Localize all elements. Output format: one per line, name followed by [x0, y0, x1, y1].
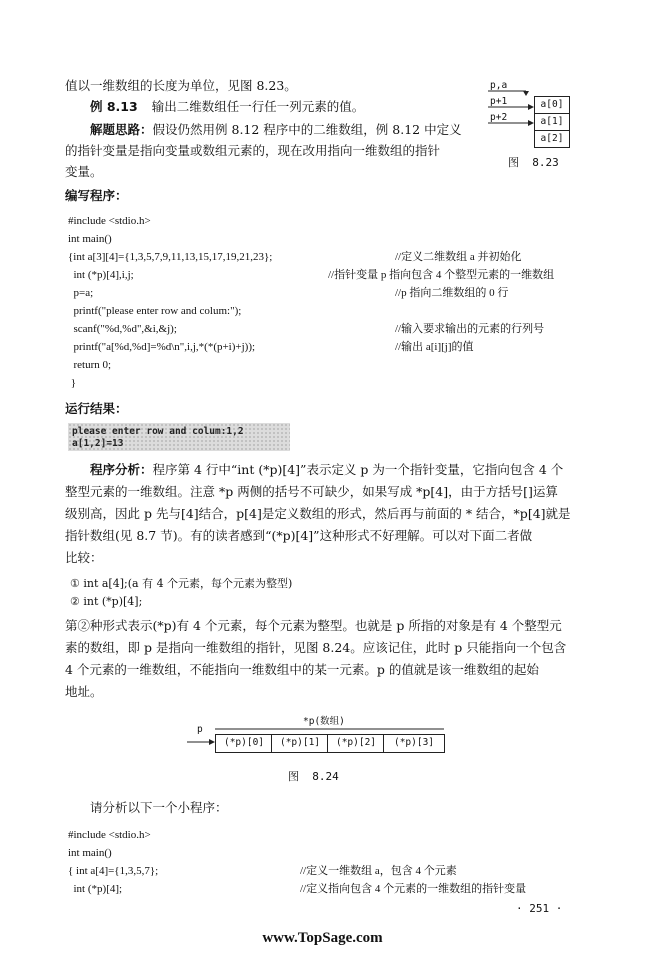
fig823-label-p2: p+2 [490, 112, 508, 123]
idea-line1: 解题思路：假设仍然用例 8.12 程序中的二维数组，例 8.12 中定义 [90, 122, 462, 137]
code1-line: printf("a[%d,%d]=%d\n",i,j,*(*(p+i)+j)); [68, 341, 256, 353]
code1-line: printf("please enter row and colum:"); [68, 305, 242, 317]
code2-comment: //定义一维数组 a，包含 4 个元素 [300, 865, 457, 877]
code2-comment: //定义指向包含 4 个元素的一维数组的指针变量 [300, 883, 527, 895]
idea-line3: 变量。 [65, 164, 103, 179]
code1-line: int main() [68, 233, 112, 245]
fig824-cell: (*p)[3] [383, 734, 445, 753]
run-output-line: please enter row and colum:1,2 [72, 426, 244, 437]
analysis-line5: 比较： [65, 550, 103, 565]
example-heading [90, 96, 364, 117]
code2-line: { int a[4]={1,3,5,7}; [68, 865, 159, 877]
fig824-cell: (*p)[1] [271, 734, 329, 753]
code2-line: int main() [68, 847, 112, 859]
analysis-line2: 整型元素的一维数组。注意 *p 两侧的括号不可缺少，如果写成 *p[4]，由于方括号[]运算 [65, 484, 558, 499]
fig824-top-label: *p(数组) [303, 716, 345, 727]
para2-line1: 第②种形式表示(*p)有 4 个元素，每个元素为整型。也就是 p 所指的对象是有 4 个整型元 [65, 618, 562, 633]
fig824-cell: (*p)[2] [327, 734, 385, 753]
para2-line3: 4 个元素的一维数组，不能指向一维数组中的某一元素。p 的值就是该一维数组的起始 [65, 662, 539, 677]
intro-line: 值以一维数组的长度为单位，见图 8.23。 [65, 78, 297, 93]
idea-line2: 的指针变量是指向变量或数组元素的，现在改用指向一维数组的指针 [65, 143, 441, 158]
compare-item-1: ① int a[4];(a 有 4 个元素，每个元素为整型) [70, 577, 293, 590]
example-number: 例 8.13 [90, 99, 138, 114]
example-title: 输出二维数组任一行任一列元素的值。 [151, 99, 365, 114]
code1-comment: //指针变量 p 指向包含 4 个整型元素的一维数组 [328, 269, 555, 281]
run-output-box [68, 423, 290, 451]
analysis-label: 程序分析： [90, 462, 153, 477]
fig824-caption: 图 8.24 [288, 770, 339, 783]
code1-line: {int a[3][4]={1,3,5,7,9,11,13,15,17,19,21,23}; [68, 251, 273, 263]
code1-line: } [68, 377, 77, 389]
fig823-cell-a1: a[1] [534, 113, 570, 131]
run-result-label: 运行结果： [65, 401, 128, 416]
code1-line: int (*p)[4],i,j; [68, 269, 134, 281]
fig823-label-pa: p,a [490, 80, 508, 91]
code1-comment: //输出 a[i][j]的值 [395, 341, 474, 353]
para2-line2: 素的数组，即 p 是指向一维数组的指针，见图 8.24。应该记住，此时 p 只能指向一个包含 [65, 640, 567, 655]
compare-item-2: ② int (*p)[4]; [70, 595, 143, 608]
footer-url: www.TopSage.com [262, 930, 383, 946]
fig823-label-p1: p+1 [490, 96, 508, 107]
code1-comment: //输入要求输出的元素的行列号 [395, 323, 545, 335]
analyze-prompt: 请分析以下一个小程序： [90, 800, 228, 815]
run-output-line: a[1,2]=13 [72, 438, 124, 449]
fig823-cell-a2: a[2] [534, 130, 570, 148]
write-program-label: 编写程序： [65, 188, 128, 203]
para2-line4: 地址。 [65, 684, 103, 699]
fig823-cell-a0: a[0] [534, 96, 570, 114]
code1-line: p=a; [68, 287, 94, 299]
code1-comment: //定义二维数组 a 并初始化 [395, 251, 522, 263]
fig824-pointer-label: p [197, 724, 203, 735]
code1-line: return 0; [68, 359, 112, 371]
code2-line: int (*p)[4]; [68, 883, 123, 895]
analysis-line3: 级别高，因此 p 先与[4]结合，p[4]是定义数组的形式，然后再与前面的 * 结合，*p[4]就是 [65, 506, 571, 521]
analysis-line4: 指针数组(见 8.7 节)。有的读者感到“(*p)[4]”这种形式不好理解。可以对下面二者做 [65, 528, 533, 543]
fig823-caption: 图 8.23 [508, 156, 559, 169]
analysis-line1: 程序分析：程序第 4 行中“int (*p)[4]”表示定义 p 为一个指针变量，它指向包含 4 个 [90, 462, 564, 477]
idea-label: 解题思路： [90, 122, 153, 137]
page-number: · 251 · [516, 902, 563, 915]
code1-line: scanf("%d,%d",&i,&j); [68, 323, 177, 335]
code1-comment: //p 指向二维数组的 0 行 [395, 287, 509, 299]
code1-line: #include <stdio.h> [68, 215, 151, 227]
fig824-cell: (*p)[0] [215, 734, 273, 753]
code2-line: #include <stdio.h> [68, 829, 151, 841]
